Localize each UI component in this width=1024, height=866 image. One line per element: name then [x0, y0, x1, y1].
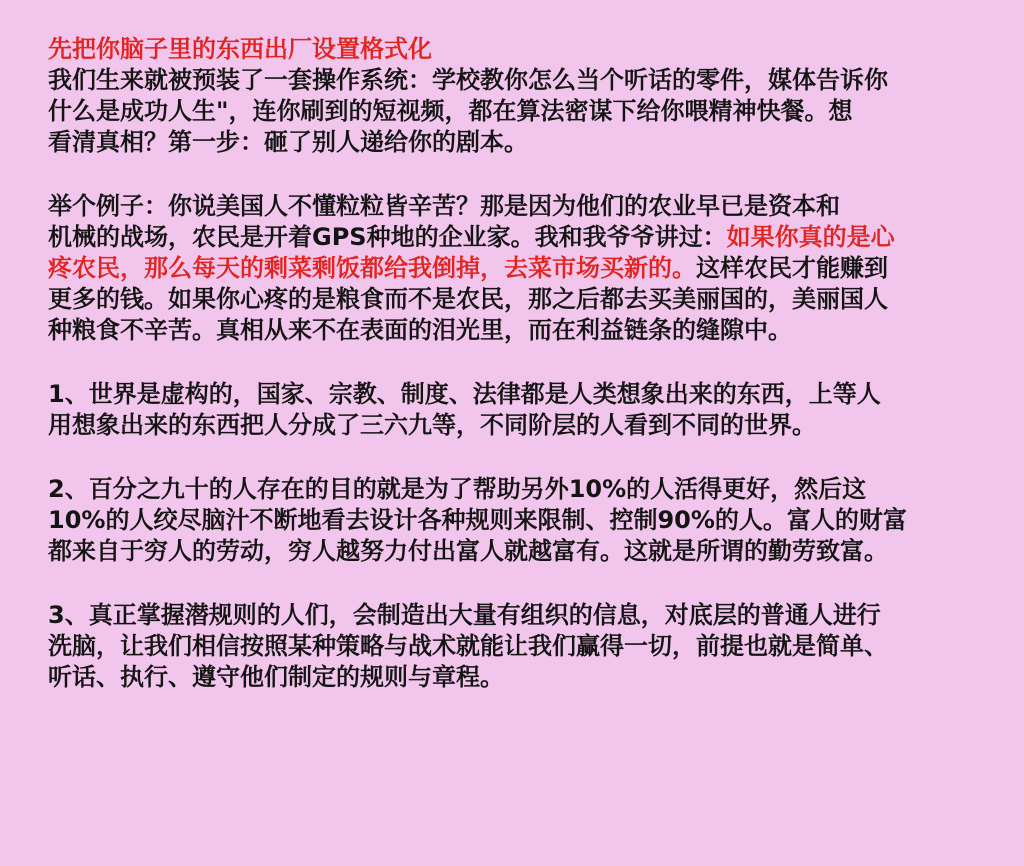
point-line: 洗脑，让我们相信按照某种策略与战术就能让我们赢得一切，前提也就是简单、: [48, 632, 888, 660]
example-paragraph: [48, 191, 990, 346]
point-3: [48, 600, 990, 693]
point-line: 3、真正掌握潜规则的人们，会制造出大量有组织的信息，对底层的普通人进行: [48, 601, 881, 629]
example-line: [48, 253, 990, 284]
intro-line: 什么是成功人生"，连你刷到的短视频，都在算法密谋下给你喂精神快餐。想: [48, 97, 853, 125]
example-line: 种粮食不辛苦。真相从来不在表面的泪光里，而在利益链条的缝隙中。: [48, 316, 792, 344]
example-text: 这样农民才能赚到: [696, 254, 888, 282]
highlight-quote: 疼农民，那么每天的剩菜剩饭都给我倒掉，去菜市场买新的。: [48, 254, 696, 282]
point-line: 10%的人绞尽脑汁不断地看去设计各种规则来限制、控制90%的人。富人的财富: [48, 506, 907, 534]
intro-paragraph: [48, 65, 990, 158]
example-line: 更多的钱。如果你心疼的是粮食而不是农民，那之后都去买美丽国的，美丽国人: [48, 285, 888, 313]
point-2: [48, 474, 990, 567]
point-line: 都来自于穷人的劳动，穷人越努力付出富人就越富有。这就是所谓的勤劳致富。: [48, 537, 888, 565]
point-line: 2、百分之九十的人存在的目的就是为了帮助另外10%的人活得更好，然后这: [48, 475, 867, 503]
point-line: 听话、执行、遵守他们制定的规则与章程。: [48, 663, 504, 691]
point-line: 用想象出来的东西把人分成了三六九等，不同阶层的人看到不同的世界。: [48, 411, 816, 439]
highlight-quote: 如果你真的是心: [726, 223, 895, 251]
example-line: [48, 222, 990, 253]
intro-line: 我们生来就被预装了一套操作系统：学校教你怎么当个听话的零件，媒体告诉你: [48, 66, 888, 94]
example-text: 机械的战场，农民是开着GPS种地的企业家。我和我爷爷讲过：: [48, 223, 727, 251]
point-1: [48, 379, 990, 441]
intro-line: 看清真相？第一步：砸了别人递给你的剧本。: [48, 128, 528, 156]
point-line: 1、世界是虚构的，国家、宗教、制度、法律都是人类想象出来的东西，上等人: [48, 380, 881, 408]
article-title: 先把你脑子里的东西出厂设置格式化: [48, 35, 432, 63]
example-line: 举个例子：你说美国人不懂粒粒皆辛苦？那是因为他们的农业早已是资本和: [48, 192, 840, 220]
